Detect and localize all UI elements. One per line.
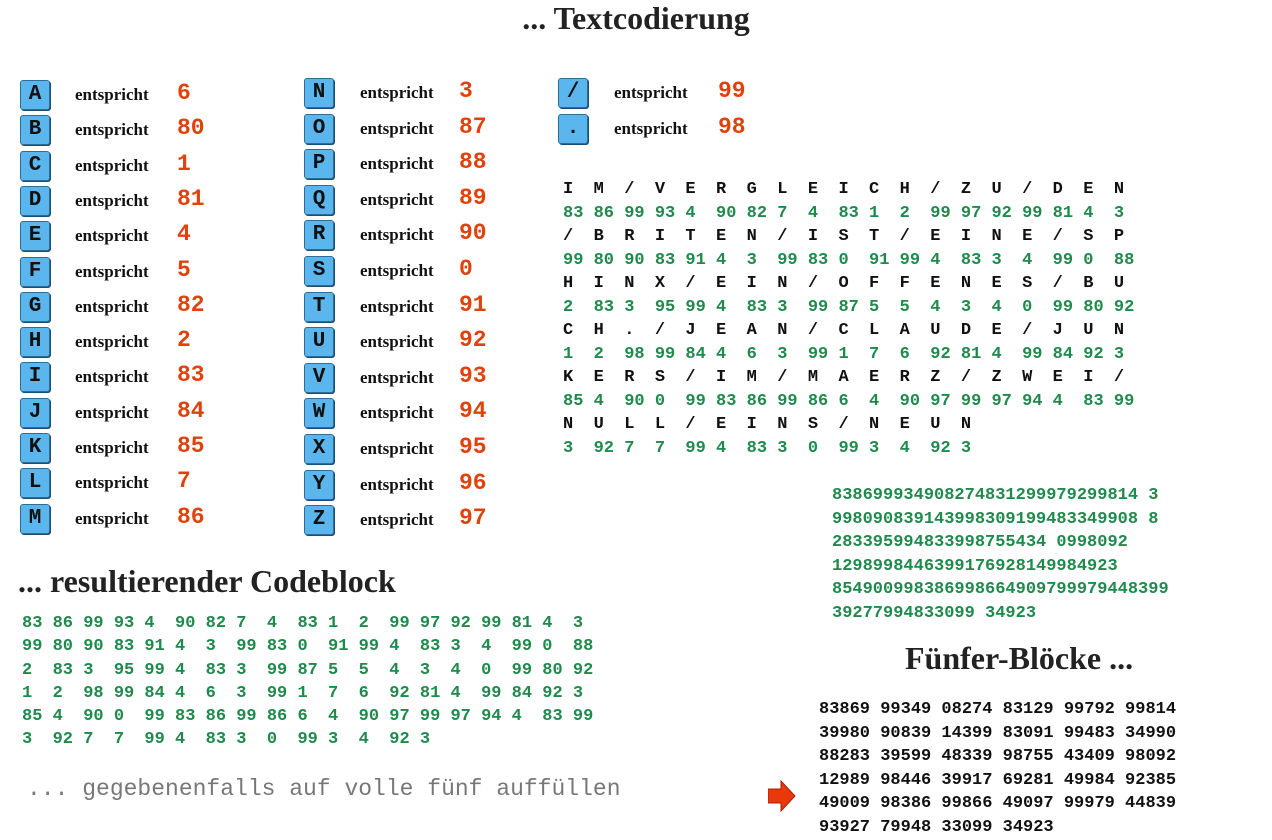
char-code: 80 — [177, 115, 205, 142]
char-key: F — [20, 257, 50, 287]
concatenated-digits — [832, 484, 1169, 625]
char-key: L — [20, 468, 50, 498]
char-code: 6 — [177, 80, 191, 106]
five-block-line: 12989 98446 39917 69281 49984 92385 — [819, 770, 1177, 790]
five-digit-blocks — [819, 698, 1176, 839]
entspricht-label: entspricht — [360, 367, 434, 387]
entspricht-label: entspricht — [614, 119, 688, 138]
entspricht-label: entspricht — [360, 225, 434, 245]
char-code: 92 — [459, 327, 487, 354]
entspricht-label: entspricht — [360, 154, 434, 174]
codeblock-line: 85 4 90 0 99 83 86 99 86 6 4 90 97 99 97 94 4 83 99 — [22, 707, 594, 727]
concatenated-line: 998090839143998309199483349908 8 — [832, 509, 1159, 529]
char-code: 83 — [177, 362, 205, 389]
codeblock — [22, 612, 593, 752]
char-code: 91 — [459, 291, 487, 318]
concatenated-line: 854900998386998664909799979448399 — [832, 580, 1169, 599]
char-key: M — [20, 504, 50, 534]
five-block-line: 93927 79948 33099 34923 — [819, 817, 1054, 837]
text-row: I M / V E R G L E I C H / Z U / D E N — [563, 180, 1125, 199]
concatenated-line: 283395994833998755434 0998092 — [832, 533, 1128, 552]
codeblock-line: 3 92 7 7 99 4 83 3 0 99 3 4 92 3 — [22, 730, 431, 750]
char-key: C — [20, 151, 50, 181]
codeblock-line: 83 86 99 93 4 90 82 7 4 83 1 2 99 97 92 99 81 4 3 — [22, 614, 584, 633]
char-key: R — [304, 220, 334, 250]
char-code: 97 — [459, 505, 487, 532]
char-key: Z — [304, 505, 334, 535]
char-code: 95 — [459, 434, 487, 460]
entspricht-label: entspricht — [360, 474, 434, 494]
entspricht-label: entspricht — [75, 190, 149, 210]
char-key: J — [20, 398, 50, 428]
char-code: 93 — [459, 362, 487, 389]
entspricht-label: entspricht — [75, 296, 149, 316]
char-key: A — [20, 80, 50, 110]
char-code: 90 — [459, 220, 487, 247]
char-code: 87 — [459, 113, 487, 140]
char-key: / — [558, 78, 588, 108]
char-code: 85 — [177, 433, 205, 459]
char-code: 96 — [459, 469, 487, 496]
char-code: 5 — [177, 256, 191, 283]
entspricht-label: entspricht — [75, 155, 149, 175]
char-code: 82 — [177, 291, 205, 318]
five-block-line: 49009 98386 99866 49097 99979 44839 — [819, 794, 1177, 813]
char-key: G — [20, 292, 50, 322]
concatenated-line: 1298998446399176928149984923 — [832, 556, 1118, 576]
text-row: N U L L / E I N S / N E U N — [563, 415, 972, 434]
five-blocks-title: Fünfer-Blöcke ... — [905, 640, 1134, 676]
five-block-line: 88283 39599 48339 98755 43409 98092 — [819, 747, 1177, 766]
char-code: 88 — [459, 149, 487, 176]
entspricht-label: entspricht — [614, 83, 688, 102]
char-code: 1 — [177, 150, 191, 177]
char-key: V — [304, 363, 334, 393]
code-row: 2 83 3 95 99 4 83 3 99 87 5 5 4 3 4 0 99 80 92 — [563, 297, 1135, 317]
concatenated-line: 838699934908274831299979299814 3 — [832, 486, 1159, 505]
char-code: 7 — [177, 468, 191, 495]
entspricht-label: entspricht — [360, 510, 434, 530]
entspricht-label: entspricht — [360, 118, 434, 138]
char-key: Q — [304, 185, 334, 215]
entspricht-label: entspricht — [360, 83, 434, 102]
entspricht-label: entspricht — [75, 226, 149, 246]
char-code: 89 — [459, 184, 487, 211]
char-key: B — [20, 115, 50, 145]
char-code: 0 — [459, 256, 473, 282]
five-block-line: 83869 99349 08274 83129 99792 99814 — [819, 700, 1177, 719]
entspricht-label: entspricht — [75, 508, 149, 528]
five-block-line: 39980 90839 14399 83091 99483 34990 — [819, 723, 1177, 743]
char-key: E — [20, 221, 50, 251]
char-code: 98 — [718, 114, 746, 140]
char-key: P — [304, 149, 334, 179]
char-key: H — [20, 327, 50, 357]
char-key: Y — [304, 470, 334, 500]
codeblock-line: 99 80 90 83 91 4 3 99 83 0 91 99 4 83 3 4 99 0 88 — [22, 637, 594, 657]
char-key: W — [304, 398, 334, 428]
entspricht-label: entspricht — [360, 296, 434, 316]
entspricht-label: entspricht — [75, 367, 149, 387]
entspricht-label: entspricht — [360, 403, 434, 423]
padding-note: ... gegebenenfalls auf volle fünf auffüllen — [27, 776, 621, 802]
entspricht-label: entspricht — [360, 439, 434, 458]
char-code: 84 — [177, 397, 205, 424]
char-key: N — [304, 78, 334, 108]
text-row: / B R I T E N / I S T / E I N E / S P — [563, 227, 1125, 246]
main-title: ... Textcodierung — [522, 0, 750, 36]
entspricht-label: entspricht — [75, 438, 149, 457]
entspricht-label: entspricht — [75, 85, 149, 104]
char-key: . — [558, 114, 588, 144]
char-code: 86 — [177, 503, 205, 530]
char-code: 99 — [718, 78, 746, 104]
codeblock-line: 1 2 98 99 84 4 6 3 99 1 7 6 92 81 4 99 84 92 3 — [22, 683, 584, 703]
code-row: 3 92 7 7 99 4 83 3 0 99 3 4 92 3 — [563, 438, 972, 458]
char-key: U — [304, 327, 334, 357]
code-row: 99 80 90 83 91 4 3 99 83 0 91 99 4 83 3 4 99 0 88 — [563, 250, 1135, 270]
code-row: 1 2 98 99 84 4 6 3 99 1 7 6 92 81 4 99 84 92 3 — [563, 344, 1125, 364]
entspricht-label: entspricht — [75, 261, 149, 281]
text-row: H I N X / E I N / O F F E N E S / B U — [563, 274, 1125, 293]
char-key: S — [304, 256, 334, 286]
entspricht-label: entspricht — [75, 120, 149, 140]
char-code: 2 — [177, 327, 191, 354]
char-code: 94 — [459, 398, 487, 425]
codeblock-title: ... resultierender Codeblock — [18, 563, 396, 599]
encoded-text-rows — [563, 178, 1134, 460]
code-row: 85 4 90 0 99 83 86 99 86 6 4 90 97 99 97 94 4 83 99 — [563, 391, 1135, 411]
text-row: K E R S / I M / M A E R Z / Z W E I / — [563, 368, 1125, 387]
char-code: 81 — [177, 185, 205, 212]
char-code: 4 — [177, 221, 191, 248]
entspricht-label: entspricht — [75, 402, 149, 422]
char-key: I — [20, 362, 50, 392]
right-arrow-icon — [768, 780, 796, 812]
entspricht-label: entspricht — [75, 473, 149, 493]
char-key: O — [304, 114, 334, 144]
codeblock-line: 2 83 3 95 99 4 83 3 99 87 5 5 4 3 4 0 99 80 92 — [22, 660, 594, 680]
char-key: D — [20, 186, 50, 216]
text-row: C H . / J E A N / C L A U D E / J U N — [563, 321, 1125, 340]
entspricht-label: entspricht — [360, 261, 434, 280]
entspricht-label: entspricht — [75, 332, 149, 352]
char-key: X — [304, 434, 334, 464]
code-row: 83 86 99 93 4 90 82 7 4 83 1 2 99 97 92 99 81 4 3 — [563, 203, 1125, 223]
entspricht-label: entspricht — [360, 332, 434, 352]
char-key: T — [304, 292, 334, 322]
char-code: 3 — [459, 78, 473, 104]
char-key: K — [20, 433, 50, 463]
entspricht-label: entspricht — [360, 189, 434, 209]
concatenated-line: 39277994833099 34923 — [832, 603, 1037, 623]
